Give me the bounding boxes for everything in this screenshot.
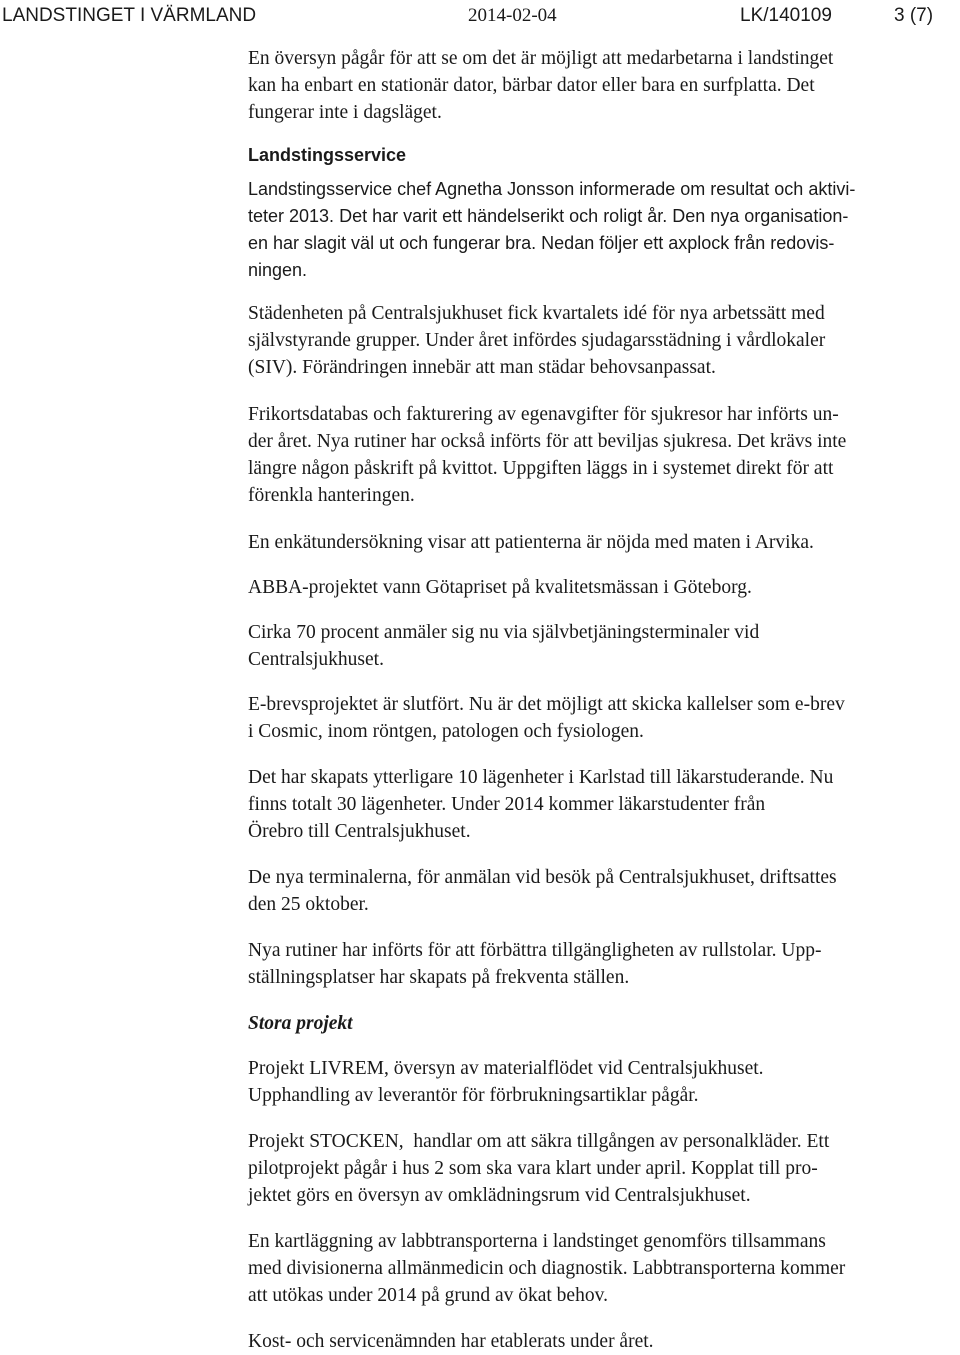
text-line: E-brevsprojektet är slutfört. Nu är det möjligt att skicka kallelser som e-brev (248, 694, 845, 715)
text-line: Cirka 70 procent anmäler sig nu via självbetjäningsterminaler vid (248, 622, 760, 643)
paragraph-device-review (248, 45, 960, 126)
text-line: Landstingsservice chef Agnetha Jonsson informerade om resultat och aktivi- (248, 179, 856, 199)
section-heading-landstingsservice: Landstingsservice (248, 145, 407, 165)
text-line: En enkätundersökning visar att patienterna är nöjda med maten i Arvika. (248, 532, 814, 553)
text-line: ställningsplatser har skapats på frekventa ställen. (248, 967, 630, 988)
text-line: ABBA-projektet vann Götapriset på kvalitetsmässan i Göteborg. (248, 577, 752, 598)
text-line: att utökas under 2014 på grund av ökat behov. (248, 1285, 608, 1306)
document-body (248, 45, 960, 1355)
text-line: i Cosmic, inom röntgen, patologen och fysiologen. (248, 721, 644, 742)
text-line: jektet görs en översyn av omklädningsrum vid Centralsjukhuset. (248, 1185, 751, 1206)
paragraph-landstingsservice-intro (248, 176, 960, 284)
page-header (0, 4, 960, 28)
text-line: finns totalt 30 lägenheter. Under 2014 kommer läkarstudenter från (248, 794, 766, 815)
paragraph-enkat (248, 529, 960, 556)
paragraph-ebrev (248, 691, 960, 745)
text-line: förenkla hanteringen. (248, 485, 415, 506)
paragraph-livrem (248, 1055, 960, 1109)
paragraph-sjalvbetjaning (248, 619, 960, 673)
paragraph-labbtransporter (248, 1228, 960, 1309)
text-line: pilotprojekt pågår i hus 2 som ska vara klart under april. Kopplat till pro- (248, 1158, 818, 1179)
text-line: Projekt STOCKEN, handlar om att säkra tillgången av personalkläder. Ett (248, 1131, 830, 1152)
text-line: fungerar inte i dagsläget. (248, 102, 442, 123)
text-line: ningen. (248, 260, 308, 280)
text-line: Projekt LIVREM, översyn av materialflödet vid Centralsjukhuset. (248, 1058, 764, 1079)
text-line: Örebro till Centralsjukhuset. (248, 821, 471, 842)
text-line: der året. Nya rutiner har också införts för att beviljas sjukresa. Det krävs inte (248, 431, 847, 452)
text-line: Städenheten på Centralsjukhuset fick kvartalets idé för nya arbetssätt med (248, 303, 825, 324)
text-line: De nya terminalerna, för anmälan vid besök på Centralsjukhuset, driftsattes (248, 867, 837, 888)
text-line: teter 2013. Det har varit ett händelserikt och roligt år. Den nya organisation- (248, 206, 849, 226)
paragraph-stadenheten (248, 300, 960, 381)
paragraph-rullstolar (248, 937, 960, 991)
document-date: 2014-02-04 (468, 5, 557, 26)
text-line: Centralsjukhuset. (248, 649, 384, 670)
text-line: kan ha enbart en stationär dator, bärbar dator eller bara en surfplatta. Det (248, 75, 815, 96)
organization-name: LANDSTINGET I VÄRMLAND (2, 5, 257, 26)
paragraph-abba (248, 574, 960, 601)
text-line: En kartläggning av labbtransporterna i landstinget genomförs tillsammans (248, 1231, 826, 1252)
text-line: längre någon påskrift på kvittot. Uppgiften läggs in i systemet direkt för att (248, 458, 834, 479)
paragraph-lagenheter (248, 764, 960, 845)
paragraph-kost-service (248, 1328, 960, 1355)
paragraph-terminaler (248, 864, 960, 918)
document-reference: LK/140109 (740, 5, 832, 26)
text-line: med divisionerna allmänmedicin och diagnostik. Labbtransporterna kommer (248, 1258, 846, 1279)
text-line: Det har skapats ytterligare 10 lägenheter i Karlstad till läkarstuderande. Nu (248, 767, 834, 788)
text-line: Upphandling av leverantör för förbrukningsartiklar pågår. (248, 1085, 699, 1106)
text-line: självstyrande grupper. Under året infördes sjudagarsstädning i vårdlokaler (248, 330, 826, 351)
text-line: Nya rutiner har införts för att förbättra tillgängligheten av rullstolar. Upp- (248, 940, 822, 961)
text-line: en har slagit väl ut och fungerar bra. Nedan följer ett axplock från redovis- (248, 233, 835, 253)
text-line: Kost- och servicenämnden har etablerats under året. (248, 1331, 654, 1352)
page-number: 3 (7) (894, 5, 934, 26)
text-line: den 25 oktober. (248, 894, 369, 915)
paragraph-frikortsdatabas (248, 401, 960, 509)
text-line: En översyn pågår för att se om det är möjligt att medarbetarna i landstinget (248, 48, 834, 69)
section-heading-stora-projekt: Stora projekt (248, 1013, 353, 1034)
text-line: (SIV). Förändringen innebär att man städar behovsanpassat. (248, 357, 716, 378)
text-line: Frikortsdatabas och fakturering av egenavgifter för sjukresor har införts un- (248, 404, 839, 425)
paragraph-stocken (248, 1128, 960, 1209)
